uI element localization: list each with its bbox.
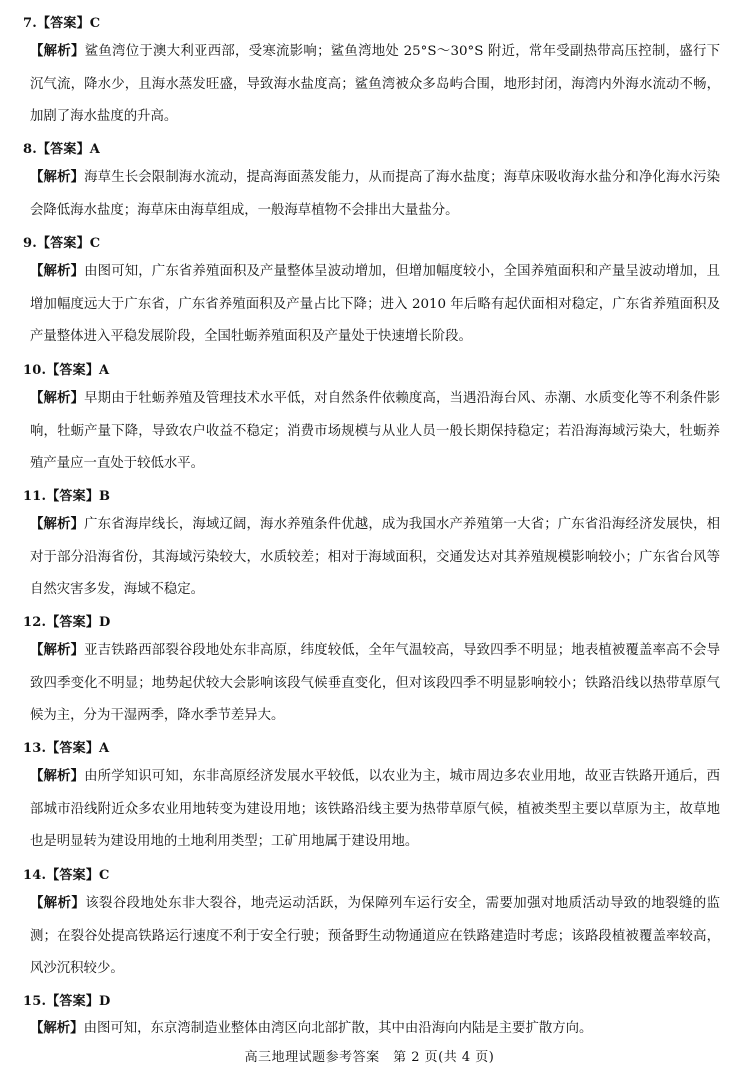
analysis-text: 早期由于牡蛎养殖及管理技术水平低，对自然条件依赖度高，当遇沿海台风、赤潮、水质变化等不利条件影响，牡蛎产量下降，导致农户收益不稳定；消费市场规模与从业人员一般长期保持稳定；若沿海海域污染大，牡蛎养殖产量应一直处于较低水平。	[30, 391, 721, 471]
analysis-text: 海草生长会限制海水流动，提高海面蒸发能力，从而提高了海水盐度；海草床吸收海水盐分和净化海水污染会降低海水盐度；海草床由海草组成，一般海草植物不会排出大量盐分。	[30, 170, 721, 218]
analysis-8	[30, 161, 720, 227]
analysis-tag: 【解析】	[30, 1020, 84, 1036]
answer-14: 14.【答案】C	[23, 868, 110, 883]
analysis-9	[30, 255, 720, 354]
analysis-text: 由所学知识可知，东非高原经济发展水平较低，以农业为主，城市周边多农业用地，故亚吉铁路开通后，西部城市沿线附近众多农业用地转变为建设用地；该铁路沿线主要为热带草原气候，植被类型主要以草原为主，故草地也是明显转为建设用地的土地利用类型；工矿用地属于建设用地。	[30, 769, 721, 849]
analysis-10	[30, 382, 720, 481]
analysis-text: 鲨鱼湾位于澳大利亚西部，受寒流影响；鲨鱼湾地处 25°S～30°S 附近，常年受副热带高压控制，盛行下沉气流，降水少，且海水蒸发旺盛，导致海水盐度高；鲨鱼湾被众多岛屿合围，地形封闭，海湾内外海水流动不畅，加剧了海水盐度的升高。	[30, 44, 721, 124]
analysis-text: 该裂谷段地处东非大裂谷，地壳运动活跃，为保障列车运行安全，需要加强对地质活动导致的地裂缝的监测；在裂谷处提高铁路运行速度不利于安全行驶；预备野生动物通道应在铁路建造时考虑；该路段植被覆盖率较高，风沙沉积较少。	[30, 896, 720, 976]
analysis-tag: 【解析】	[30, 642, 85, 658]
analysis-tag: 【解析】	[30, 390, 85, 406]
analysis-tag: 【解析】	[30, 169, 85, 185]
analysis-text: 由图可知，广东省养殖面积及产量整体呈波动增加，但增加幅度较小，全国养殖面积和产量呈波动增加，且增加幅度远大于广东省，广东省养殖面积及产量占比下降；进入 2010 年后略有起伏面相对稳定，广东省养殖面积及产量整体进入平稳发展阶段，全国牡蛎养殖面积及产量处于快速增长阶段。	[30, 264, 721, 344]
answer-12: 12.【答案】D	[23, 615, 111, 630]
analysis-7	[30, 35, 720, 134]
analysis-14	[30, 887, 720, 986]
analysis-tag: 【解析】	[30, 516, 85, 532]
analysis-tag: 【解析】	[30, 43, 85, 59]
analysis-text: 广东省海岸线长，海域辽阔，海水养殖条件优越，成为我国水产养殖第一大省；广东省沿海经济发展快，相对于部分沿海省份，其海域污染较大，水质较差；相对于海域面积，交通发达对其养殖规模影响较小；广东省台风等自然灾害多发，海域不稳定。	[30, 517, 721, 597]
analysis-text: 由图可知，东京湾制造业整体由湾区向北部扩散，其中由沿海向内陆是主要扩散方向。	[83, 1021, 593, 1036]
answer-10: 10.【答案】A	[23, 363, 110, 378]
analysis-13	[30, 760, 720, 859]
answer-13: 13.【答案】A	[23, 741, 110, 756]
answer-7: 7.【答案】C	[23, 16, 101, 31]
analysis-text: 亚吉铁路西部裂谷段地处东非高原，纬度较低，全年气温较高，导致四季不明显；地表植被覆盖率高不会导致四季变化不明显；地势起伏较大会影响该段气候垂直变化，但对该段四季不明显影响较小；铁路沿线以热带草原气候为主，分为干湿两季，降水季节差异大。	[30, 643, 721, 723]
answer-9: 9.【答案】C	[23, 236, 101, 251]
analysis-tag: 【解析】	[30, 895, 86, 911]
answer-11: 11.【答案】B	[23, 489, 111, 504]
analysis-12	[30, 634, 720, 733]
analysis-15	[30, 1012, 720, 1046]
analysis-tag: 【解析】	[30, 263, 85, 279]
page-footer: 高三地理试题参考答案 第 2 页(共 4 页)	[244, 1050, 495, 1065]
answer-8: 8.【答案】A	[23, 142, 101, 157]
answer-15: 15.【答案】D	[23, 994, 111, 1009]
analysis-11	[30, 508, 720, 607]
analysis-tag: 【解析】	[30, 768, 85, 784]
